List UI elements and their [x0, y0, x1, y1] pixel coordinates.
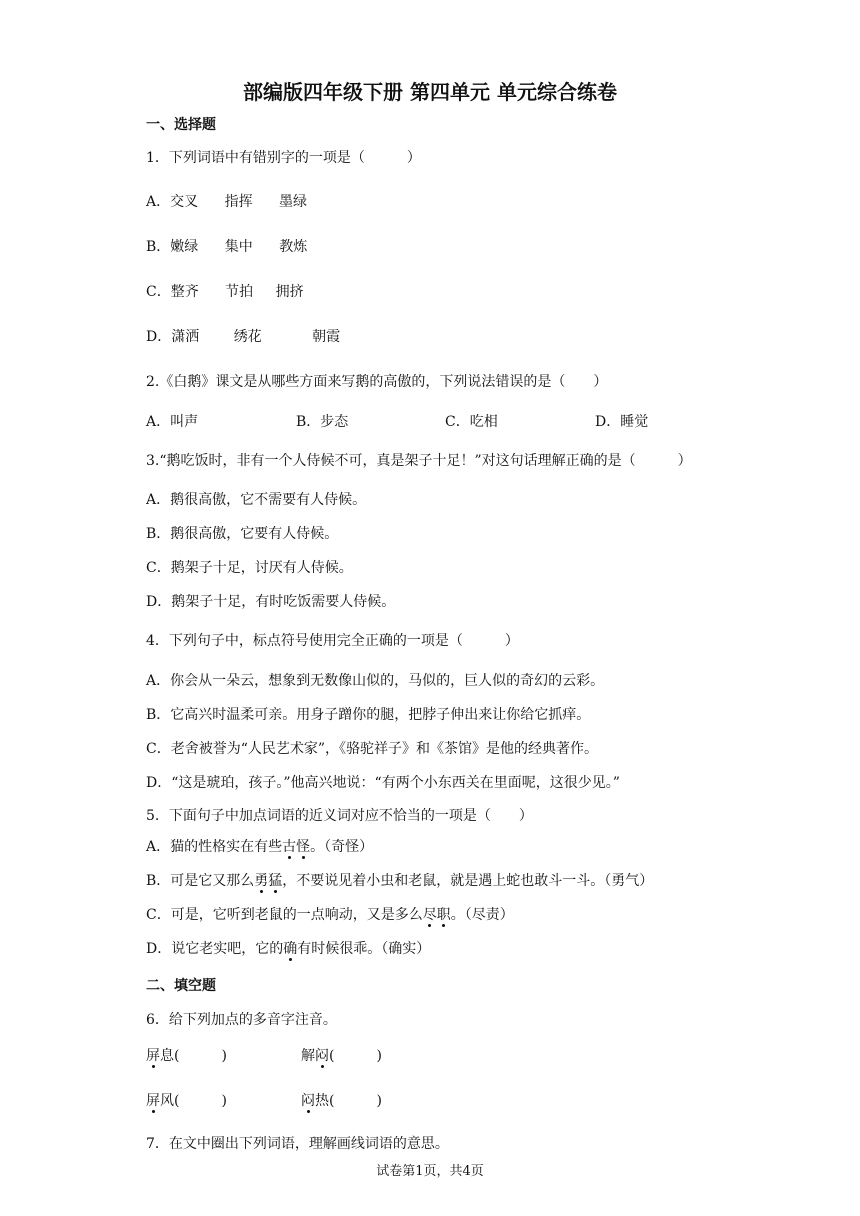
q5-c-text: 。（尽责）: [450, 907, 514, 923]
question-7-stem: 7．在文中圈出下列词语，理解画线词语的意思。: [146, 1136, 449, 1152]
q6-item-text: 息( ): [160, 1048, 227, 1064]
q5-b-dotted-char: 勇: [254, 873, 269, 889]
q6-dotted-char: 闷: [315, 1048, 329, 1064]
q5-option-a: [146, 836, 373, 856]
section-heading-fill: 二、填空题: [146, 978, 216, 994]
q6-item-1: [146, 1045, 227, 1065]
q1-option-c: [146, 281, 304, 301]
q5-d-dotted-char: 确: [283, 941, 298, 957]
q1-c-word-2: 节拍: [225, 284, 254, 300]
q5-d-text: D．说它老实吧，它的: [146, 941, 284, 957]
q6-item-text: 热( ): [315, 1093, 382, 1109]
q5-c-dotted-char: 职: [436, 907, 451, 923]
q5-b-dotted-char: 猛: [268, 873, 283, 889]
q6-item-text: 风( ): [160, 1093, 227, 1109]
q5-option-c: [146, 904, 514, 924]
section-heading-choice: 一、选择题: [146, 117, 216, 133]
q1-d-word-3: 朝霞: [312, 329, 341, 345]
q1-a-word-2: 指挥: [224, 194, 253, 210]
question-4-stem: 4．下列句子中，标点符号使用完全正确的一项是（ ）: [146, 633, 519, 649]
q1-b-word-1: B．嫩绿: [146, 239, 199, 255]
q1-d-word-2: 绣花: [233, 329, 262, 345]
page-title: 部编版四年级下册 第四单元 单元综合练卷: [243, 80, 617, 104]
q1-c-word-1: C．整齐: [146, 284, 199, 300]
page-footer: 试卷第1页，共4页: [376, 1164, 484, 1179]
q6-item-text: 解: [301, 1048, 315, 1064]
q5-b-text: ，不要说见着小虫和老鼠，就是遇上蛇也敢斗一斗。（勇气）: [282, 873, 654, 889]
q2-option-d: D．睡觉: [595, 414, 649, 430]
q6-dotted-char: 屏: [146, 1093, 160, 1109]
q6-dotted-char: 闷: [301, 1093, 315, 1109]
q1-option-d: [146, 326, 340, 346]
question-5-stem: 5．下面句子中加点词语的近义词对应不恰当的一项是（ ）: [146, 808, 533, 824]
q2-option-a: A．叫声: [146, 414, 199, 430]
q6-item-text: ( ): [329, 1048, 382, 1064]
question-6-stem: 6．给下列加点的多音字注音。: [146, 1012, 337, 1028]
q4-option-b: B．它高兴时温柔可亲。用身子蹭你的腿，把脖子伸出来让你给它抓痒。: [146, 707, 591, 723]
q6-item-2: [301, 1045, 382, 1065]
q2-option-b: B．步态: [296, 414, 349, 430]
q1-b-word-2: 集中: [224, 239, 253, 255]
q3-option-b: B．鹅很高傲，它要有人侍候。: [146, 526, 339, 542]
q2-option-c: C．吃相: [445, 414, 498, 430]
q5-a-text: A．猫的性格实在有些: [146, 839, 283, 855]
q1-option-a: [146, 191, 307, 211]
q3-option-d: D．鹅架子十足，有时吃饭需要人侍候。: [146, 594, 396, 610]
q5-a-dotted-char: 怪: [296, 839, 311, 855]
q5-c-text: C．可是，它听到老鼠的一点响动，又是多么: [146, 907, 423, 923]
q4-option-c: C．老舍被誉为“人民艺术家”，《骆驼祥子》和《茶馆》是他的经典著作。: [146, 741, 599, 757]
q5-option-d: [146, 938, 430, 958]
q3-option-c: C．鹅架子十足，讨厌有人侍候。: [146, 560, 353, 576]
q6-item-3: [146, 1090, 227, 1110]
q1-option-b: [146, 236, 307, 256]
q6-dotted-char: 屏: [146, 1048, 160, 1064]
q1-a-word-3: 墨绿: [279, 194, 308, 210]
q1-b-word-3: 教炼: [279, 239, 308, 255]
q5-a-dotted-char: 古: [282, 839, 297, 855]
question-2-stem: 2.《白鹅》课文是从哪些方面来写鹅的高傲的，下列说法错误的是（ ）: [146, 374, 608, 390]
q4-option-a: A．你会从一朵云，想象到无数像山似的，马似的，巨人似的奇幻的云彩。: [146, 673, 605, 689]
q5-c-dotted-char: 尽: [422, 907, 437, 923]
q6-item-4: [301, 1090, 382, 1110]
q1-c-word-3: 拥挤: [275, 284, 304, 300]
q1-a-word-1: A．交叉: [146, 194, 199, 210]
q1-d-word-1: D．潇洒: [146, 329, 200, 345]
question-3-stem: 3.“鹅吃饭时，非有一个人侍候不可，真是架子十足！”对这句话理解正确的是（ ）: [146, 453, 692, 469]
q5-d-text: 有时候很乖。（确实）: [297, 941, 431, 957]
q4-option-d: D．“这是琥珀，孩子。”他高兴地说：“有两个小东西关在里面呢，这很少见。”: [146, 775, 620, 791]
q5-b-text: B．可是它又那么: [146, 873, 255, 889]
question-1-stem: 1．下列词语中有错别字的一项是（ ）: [146, 150, 421, 166]
q5-a-text: 。（奇怪）: [310, 839, 374, 855]
q3-option-a: A．鹅很高傲，它不需要有人侍候。: [146, 492, 367, 508]
q5-option-b: [146, 870, 653, 890]
